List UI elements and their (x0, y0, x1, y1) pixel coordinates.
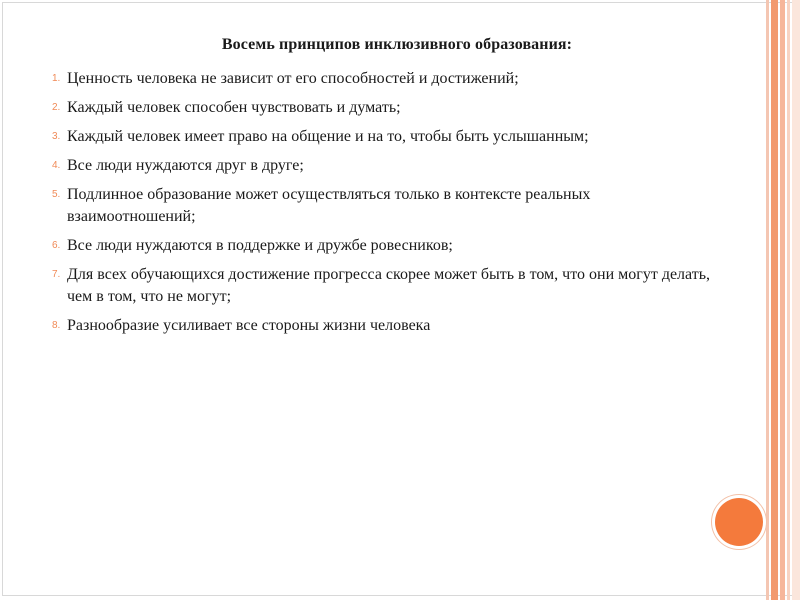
list-item (52, 97, 712, 119)
item-text: Разнообразие усиливает все стороны жизни человека (67, 317, 431, 334)
list-item (52, 235, 712, 257)
list-item (52, 184, 712, 228)
item-number: 4. (52, 160, 61, 171)
item-number: 5. (52, 189, 61, 200)
decorative-stripe (780, 0, 785, 600)
list-item (52, 68, 712, 90)
item-text: Все люди нуждаются друг в друге; (67, 157, 304, 174)
item-text: Для всех обучающихся достижение прогресса скорее может быть в том, что они могут делать, чем в том, что не могут; (67, 266, 711, 305)
decorative-stripe (792, 0, 800, 600)
decorative-circle-icon (715, 498, 763, 546)
item-number: 2. (52, 102, 61, 113)
principles-list (52, 68, 712, 337)
item-text: Ценность человека не зависит от его способностей и достижений; (67, 70, 519, 87)
item-text: Все люди нуждаются в поддержке и дружбе ровесников; (67, 237, 453, 254)
list-item (52, 264, 712, 308)
list-item (52, 155, 712, 177)
item-number: 1. (52, 73, 61, 84)
slide-title: Восемь принципов инклюзивного образования: (221, 36, 573, 53)
item-text: Каждый человек имеет право на общение и на то, чтобы быть услышанным; (67, 128, 589, 145)
decorative-stripe (771, 0, 778, 600)
item-number: 7. (52, 269, 61, 280)
slide-content (52, 36, 712, 344)
item-text: Каждый человек способен чувствовать и думать; (67, 99, 401, 116)
list-item (52, 315, 712, 337)
item-text: Подлинное образование может осуществляться только в контексте реальных взаимоотношений; (67, 186, 591, 225)
item-number: 8. (52, 320, 61, 331)
decorative-stripe (766, 0, 769, 600)
list-item (52, 126, 712, 148)
item-number: 6. (52, 240, 61, 251)
item-number: 3. (52, 131, 61, 142)
decorative-stripe (787, 0, 790, 600)
